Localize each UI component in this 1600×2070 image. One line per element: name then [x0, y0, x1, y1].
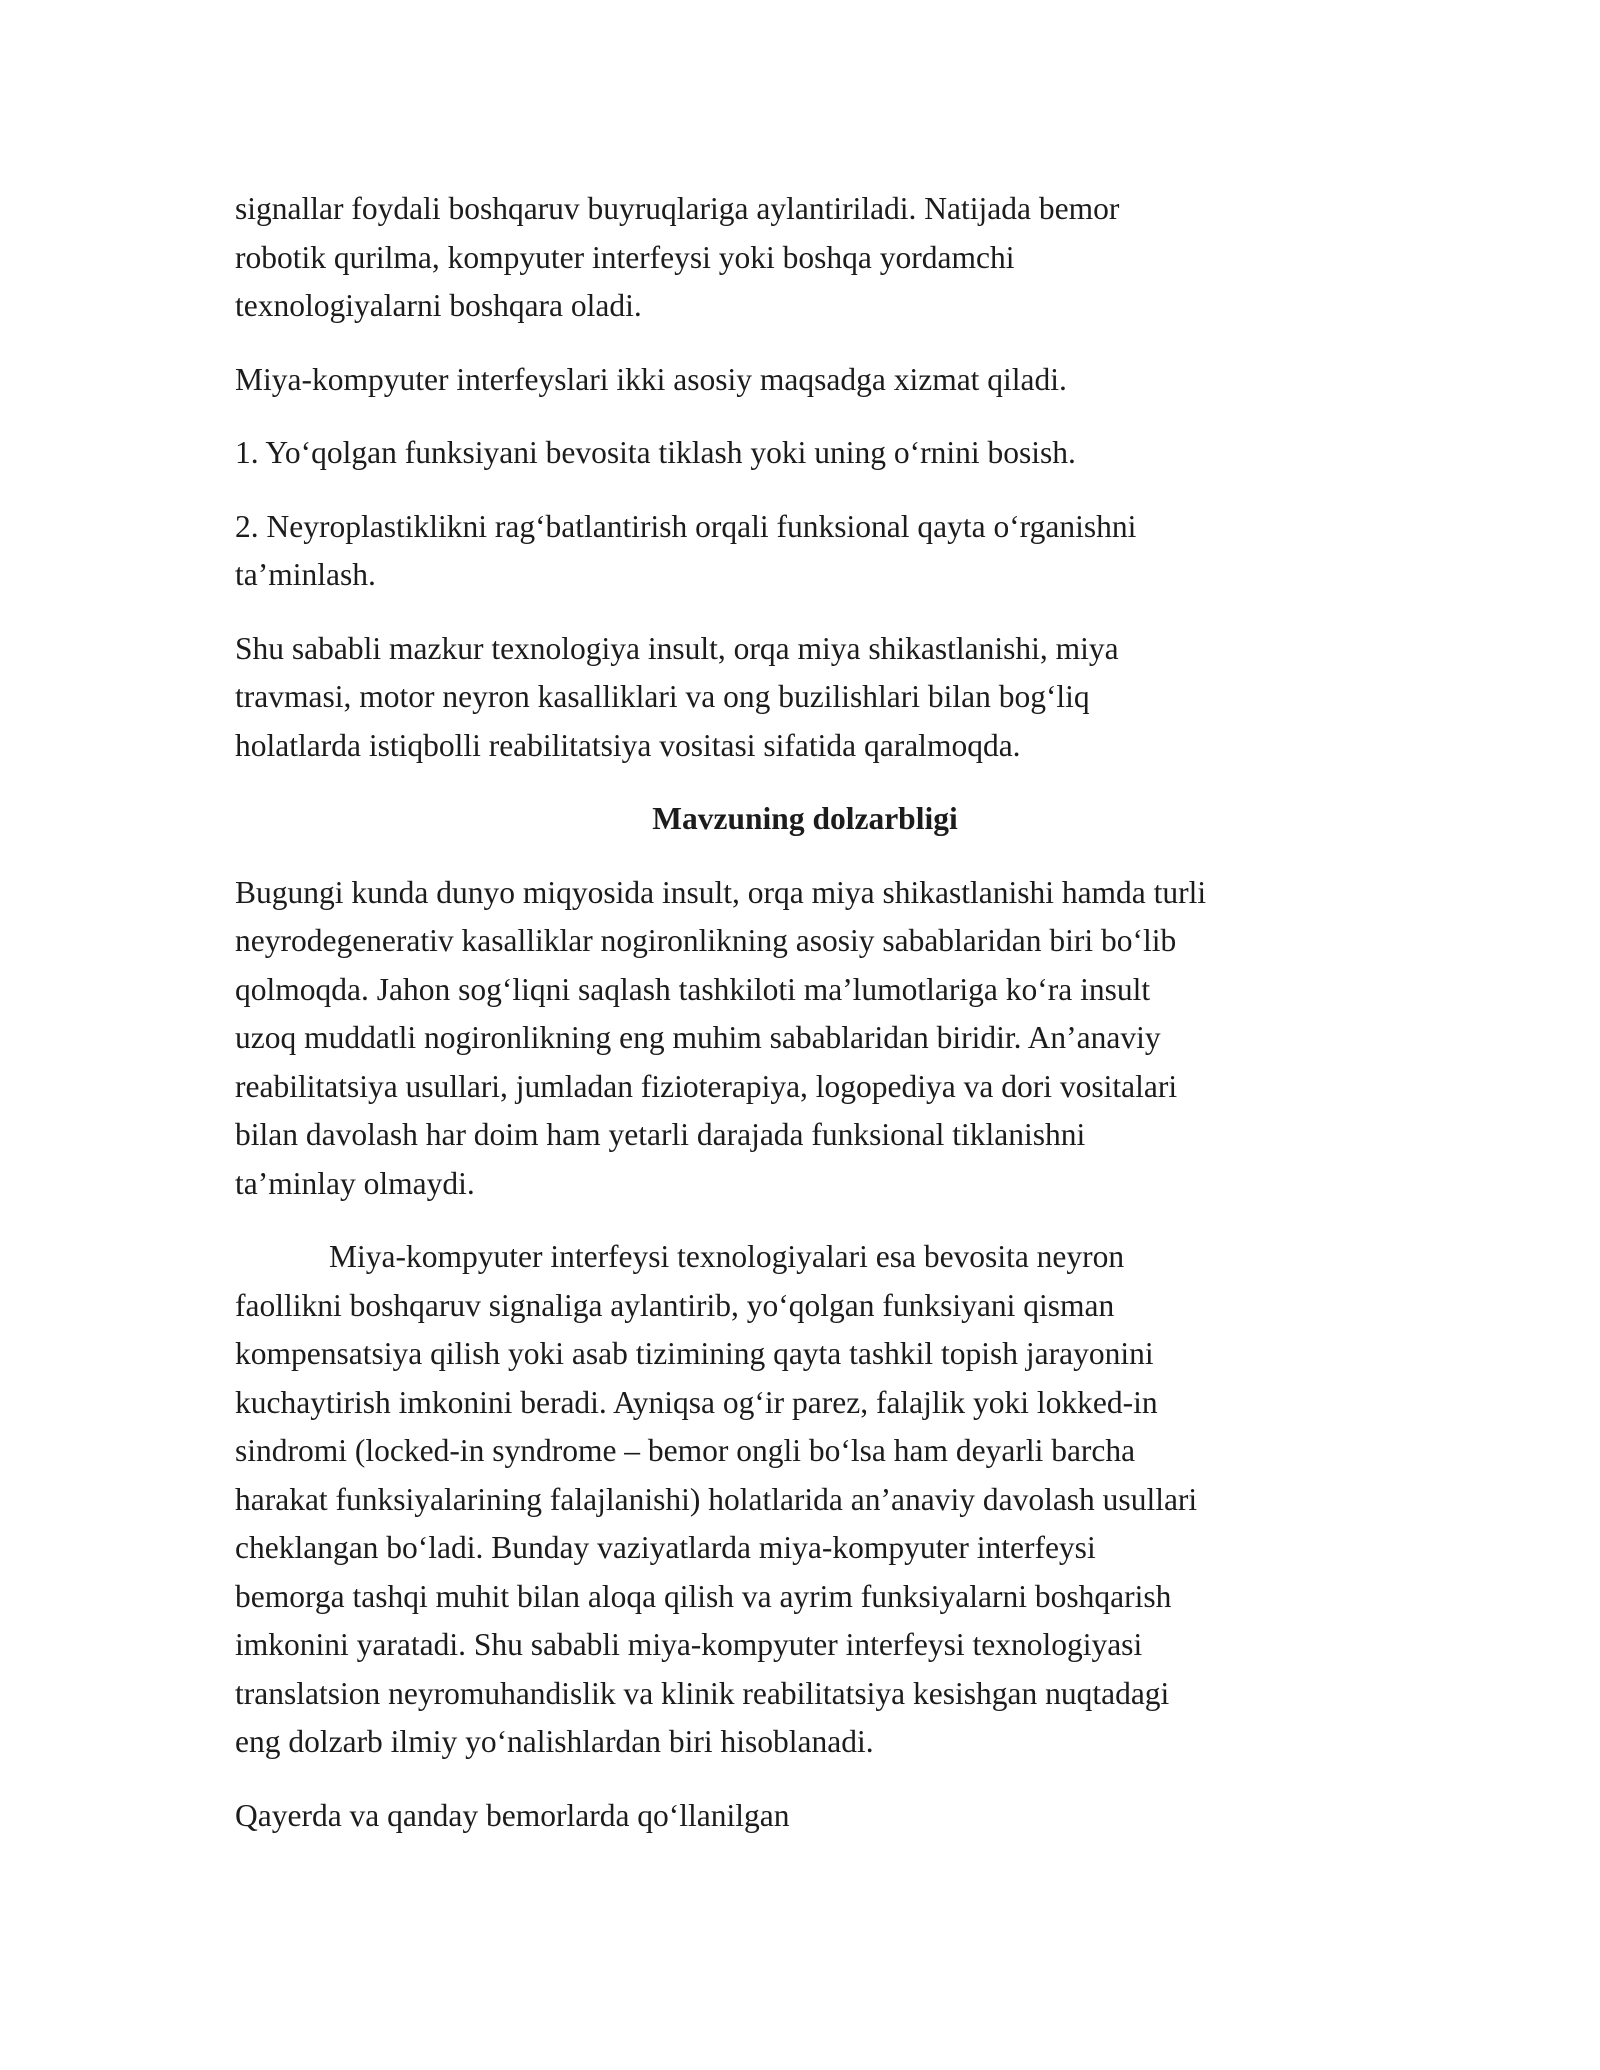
text-line: ta’minlay olmaydi.: [235, 1165, 475, 1201]
text-line: Qayerda va qanday bemorlarda qo‘llanilgan: [235, 1797, 790, 1833]
text-line: reabilitatsiya usullari, jumladan fizioterapiya, logopediya va dori vositalari: [235, 1068, 1178, 1104]
text-line: sindromi (locked-in syndrome – bemor ongli bo‘lsa ham deyarli barcha: [235, 1433, 1136, 1468]
text-line: translatsion neyromuhandislik va klinik reabilitatsiya kesishgan nuqtadagi: [235, 1675, 1170, 1711]
text-line: 1. Yo‘qolgan funksiyani bevosita tiklash yoki uning o‘rnini bosish.: [235, 435, 1076, 470]
paragraph: [235, 356, 1375, 405]
text-line: harakat funksiyalarining falajlanishi) holatlarida an’anaviy davolash usullari: [235, 1481, 1198, 1517]
text-line: faollikni boshqaruv signaliga aylantirib, yo‘qolgan funksiyani qisman: [235, 1287, 1115, 1323]
paragraph: [235, 185, 1375, 331]
text-line: neyrodegenerativ kasalliklar nogironlikning asosiy sabablaridan biri bo‘lib: [235, 923, 1177, 958]
text-line: Bugungi kunda dunyo miqyosida insult, orqa miya shikastlanishi hamda turli: [235, 874, 1207, 910]
text-line: kuchaytirish imkonini beradi. Ayniqsa og‘ir parez, falajlik yoki lokked-in: [235, 1384, 1158, 1420]
text-line: bilan davolash har doim ham yetarli darajada funksional tiklanishni: [235, 1117, 1086, 1152]
paragraph: [235, 1792, 1375, 1841]
section-heading: Mavzuning dolzarbligi: [652, 801, 958, 836]
text-line: eng dolzarb ilmiy yo‘nalishlardan biri hisoblanadi.: [235, 1724, 874, 1759]
text-line: ta’minlash.: [235, 557, 376, 592]
list-item: [235, 503, 1375, 600]
text-line: texnologiyalarni boshqara oladi.: [235, 288, 642, 323]
document-page: [235, 185, 1375, 1865]
text-line: Miya-kompyuter interfeysi texnologiyalari esa bevosita neyron: [329, 1239, 1125, 1274]
text-line: holatlarda istiqbolli reabilitatsiya vositasi sifatida qaralmoqda.: [235, 727, 1021, 763]
list-item: [235, 429, 1375, 478]
text-line: Shu sababli mazkur texnologiya insult, orqa miya shikastlanishi, miya: [235, 630, 1119, 666]
text-line: uzoq muddatli nogironlikning eng muhim sabablaridan biridir. An’anaviy: [235, 1020, 1161, 1055]
paragraph: [235, 625, 1375, 771]
text-line: cheklangan bo‘ladi. Bunday vaziyatlarda miya-kompyuter interfeysi: [235, 1530, 1096, 1565]
text-line: bemorga tashqi muhit bilan aloqa qilish va ayrim funksiyalarni boshqarish: [235, 1578, 1172, 1614]
paragraph: [235, 869, 1375, 1209]
paragraph: [235, 1233, 1375, 1767]
text-line: imkonini yaratadi. Shu sababli miya-kompyuter interfeysi texnologiyasi: [235, 1627, 1143, 1662]
text-line: kompensatsiya qilish yoki asab tizimining qayta tashkil topish jarayonini: [235, 1336, 1154, 1371]
text-line: Miya-kompyuter interfeyslari ikki asosiy maqsadga xizmat qiladi.: [235, 361, 1067, 397]
text-line: signallar foydali boshqaruv buyruqlariga aylantiriladi. Natijada bemor: [235, 191, 1120, 226]
text-line: qolmoqda. Jahon sog‘liqni saqlash tashkiloti ma’lumotlariga ko‘ra insult: [235, 971, 1151, 1007]
text-line: 2. Neyroplastiklikni rag‘batlantirish orqali funksional qayta o‘rganishni: [235, 508, 1137, 544]
text-line: robotik qurilma, kompyuter interfeysi yoki boshqa yordamchi: [235, 239, 1015, 275]
text-line: travmasi, motor neyron kasalliklari va ong buzilishlari bilan bog‘liq: [235, 679, 1090, 714]
